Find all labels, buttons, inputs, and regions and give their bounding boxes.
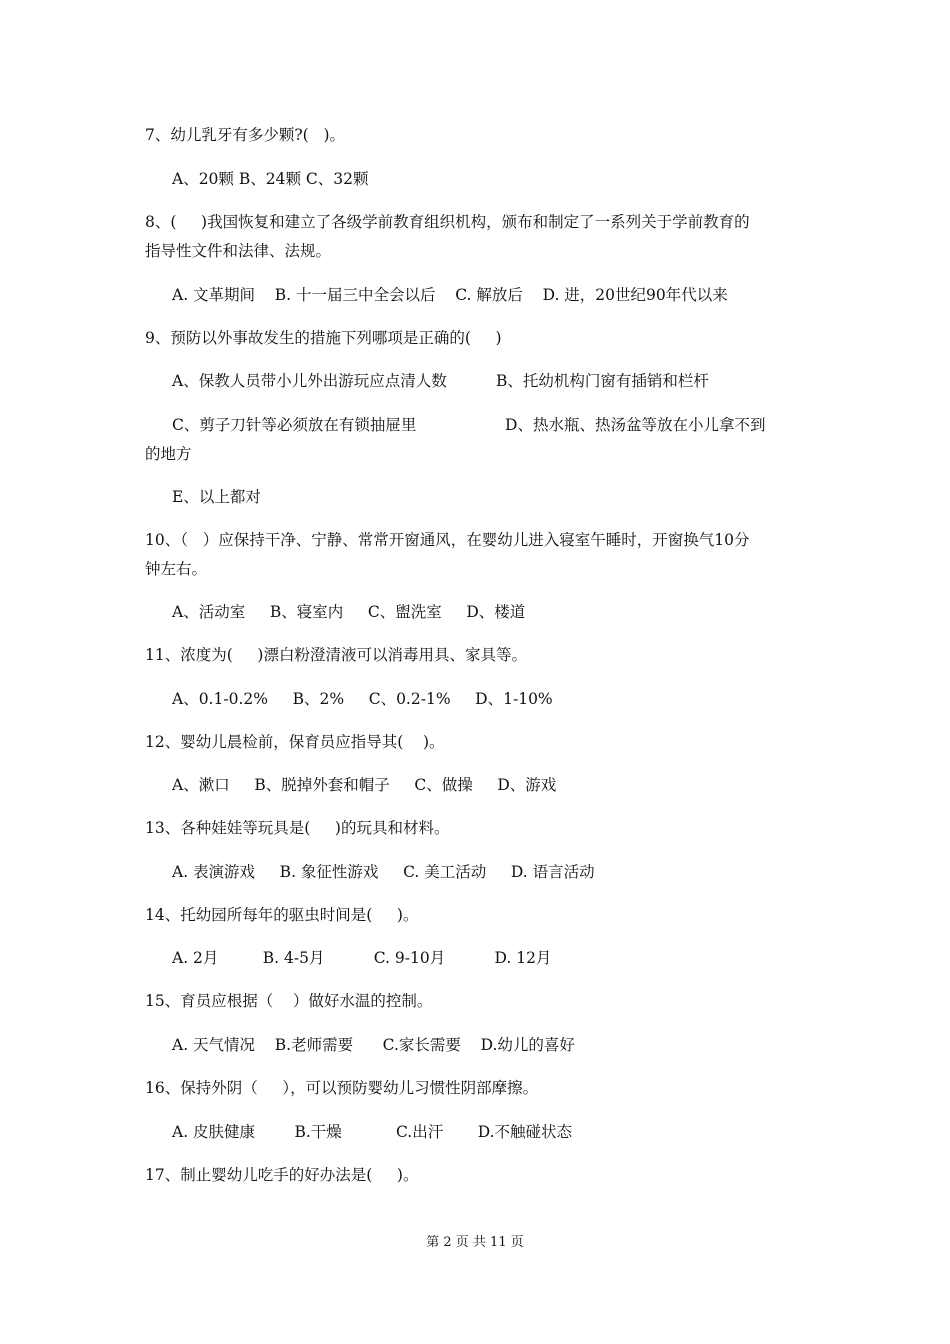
question-9-options-cd: C、剪子刀针等必须放在有锁抽屉里 D、热水瓶、热汤盆等放在小儿拿不到 xyxy=(172,416,766,434)
question-14-options: A. 2月 B. 4-5月 C. 9-10月 D. 12月 xyxy=(172,949,552,967)
question-8-options: A. 文革期间 B. 十一届三中全会以后 C. 解放后 D. 进，20世纪90年代以来 xyxy=(172,286,728,304)
question-9-option-e: E、以上都对 xyxy=(172,488,261,506)
question-14: 14、托幼园所每年的驱虫时间是( )。 xyxy=(145,906,419,924)
question-10-options: A、活动室 B、寝室内 C、盥洗室 D、楼道 xyxy=(172,603,526,621)
question-7: 7、幼儿乳牙有多少颗?( )。 xyxy=(145,126,346,144)
question-7-options: A、20颗 B、24颗 C、32颗 xyxy=(172,170,369,188)
question-9: 9、预防以外事故发生的措施下列哪项是正确的( ) xyxy=(145,329,502,347)
question-12-options: A、漱口 B、脱掉外套和帽子 C、做操 D、游戏 xyxy=(172,776,557,794)
page-footer: 第 2 页 共 11 页 xyxy=(426,1235,524,1250)
question-10: 10、（ ）应保持干净、宁静、常常开窗通风，在婴幼儿进入寝室午睡时，开窗换气10分 xyxy=(145,531,750,549)
question-11-options: A、0.1-0.2% B、2% C、0.2-1% D、1-10% xyxy=(172,690,553,708)
question-12: 12、婴幼儿晨检前，保育员应指导其( )。 xyxy=(145,733,445,751)
question-10-continued: 钟左右。 xyxy=(145,560,208,578)
question-16: 16、保持外阴（ ），可以预防婴幼儿习惯性阴部摩擦。 xyxy=(145,1079,539,1097)
question-15: 15、育员应根据（ ）做好水温的控制。 xyxy=(145,992,433,1010)
question-13: 13、各种娃娃等玩具是( )的玩具和材料。 xyxy=(145,819,450,837)
question-13-options: A. 表演游戏 B. 象征性游戏 C. 美工活动 D. 语言活动 xyxy=(172,863,595,881)
question-8-continued: 指导性文件和法律、法规。 xyxy=(145,242,332,260)
question-9-options-cd-continued: 的地方 xyxy=(145,445,192,463)
question-16-options: A. 皮肤健康 B.干燥 C.出汗 D.不触碰状态 xyxy=(172,1123,573,1141)
question-11: 11、浓度为( )漂白粉澄清液可以消毒用具、家具等。 xyxy=(145,646,527,664)
question-9-options-ab: A、保教人员带小儿外出游玩应点清人数 B、托幼机构门窗有插销和栏杆 xyxy=(172,372,709,390)
question-17: 17、制止婴幼儿吃手的好办法是( )。 xyxy=(145,1166,419,1184)
question-8: 8、( )我国恢复和建立了各级学前教育组织机构，颁布和制定了一系列关于学前教育的 xyxy=(145,213,750,231)
question-15-options: A. 天气情况 B.老师需要 C.家长需要 D.幼儿的喜好 xyxy=(172,1036,575,1054)
